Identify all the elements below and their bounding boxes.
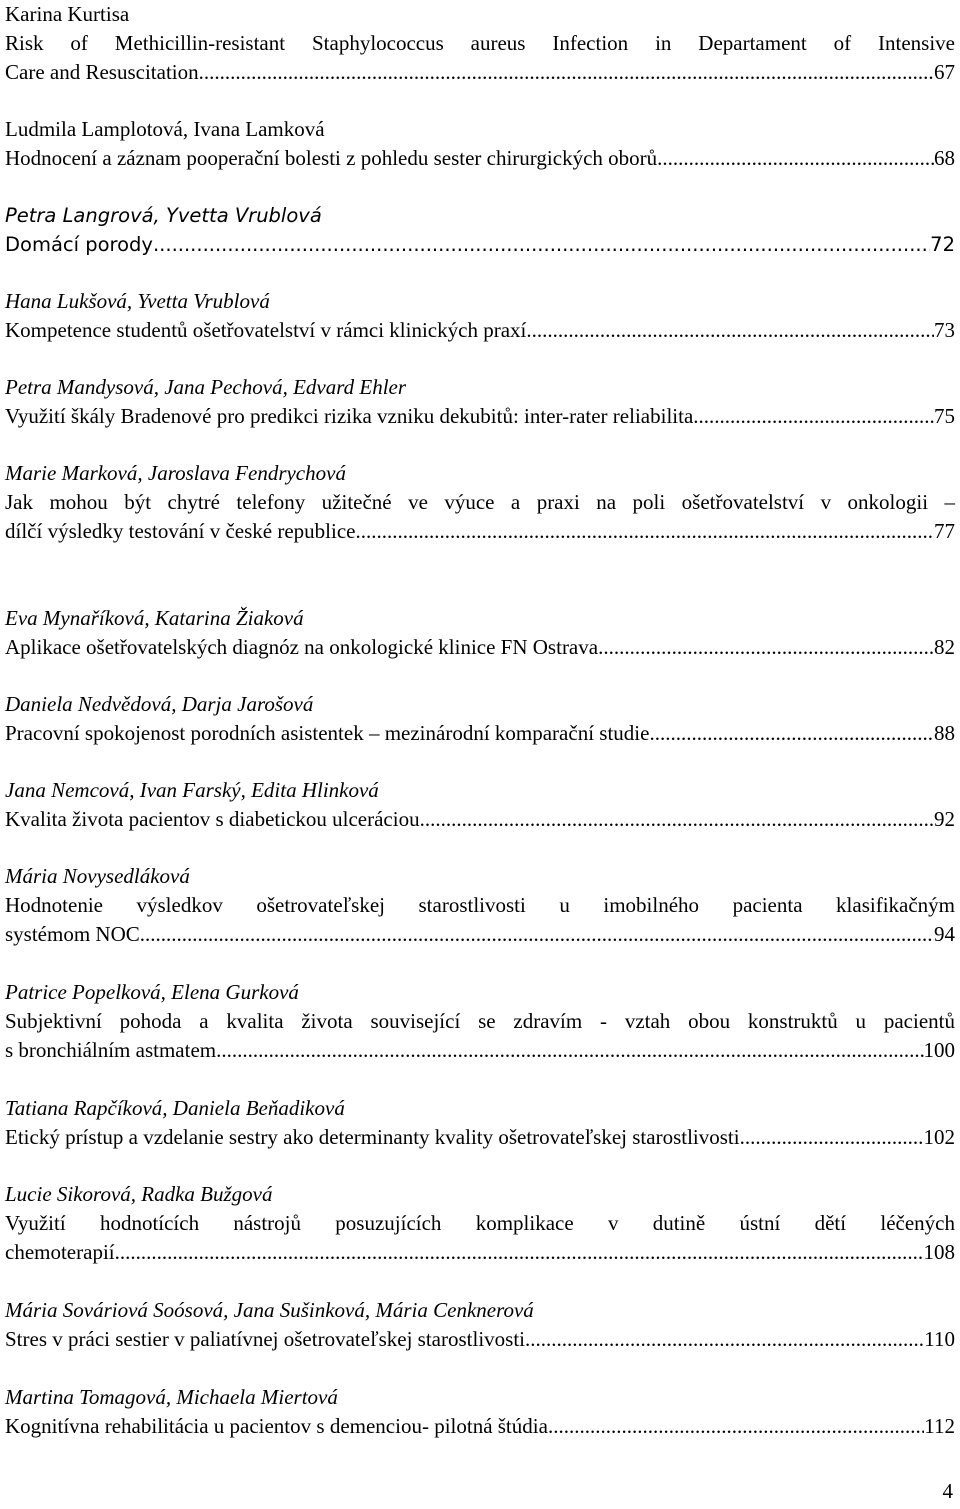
toc-entry-page: 94 xyxy=(934,922,955,946)
toc-entry-page: 75 xyxy=(934,404,955,428)
toc-entry-page: 110 xyxy=(924,1327,955,1351)
toc-entry-title-line xyxy=(5,719,955,748)
toc-entry-authors: Patrice Popelková, Elena Gurková xyxy=(5,980,299,1004)
dot-leader xyxy=(115,1238,924,1267)
dot-leader xyxy=(199,58,934,87)
toc-entry xyxy=(5,1180,955,1267)
toc-entry-title: Využití škály Bradenové pro predikci rizika vzniku dekubitů: inter-rater reliabilita xyxy=(5,404,694,428)
toc-entry-title-line: Risk of Methicillin-resistant Staphylococcus aureus Infection in Departament of Intensive xyxy=(5,31,955,55)
toc-entry-title-line xyxy=(5,402,955,431)
dot-leader xyxy=(216,1036,923,1065)
toc-entry-page: 100 xyxy=(923,1038,955,1062)
toc-entry xyxy=(5,0,955,87)
toc-entry-page: 68 xyxy=(934,146,955,170)
toc-entry-page: 73 xyxy=(934,318,955,342)
toc-entry-title: Care and Resuscitation xyxy=(5,60,199,84)
toc-entry-title: Kompetence studentů ošetřovatelství v rámci klinických praxí xyxy=(5,318,527,342)
toc-entry xyxy=(5,287,955,345)
dot-leader xyxy=(525,1325,924,1354)
toc-entry-authors: Ludmila Lamplotová, Ivana Lamková xyxy=(5,117,325,141)
toc-entry-authors: Martina Tomagová, Michaela Miertová xyxy=(5,1385,338,1409)
dot-leader xyxy=(693,402,934,431)
toc-entry xyxy=(5,776,955,834)
toc-entry xyxy=(5,201,955,259)
toc-entry-title-line xyxy=(5,1325,955,1354)
toc-entry-page: 92 xyxy=(934,807,955,831)
toc-entry xyxy=(5,690,955,748)
toc-entry-title: Aplikace ošetřovatelských diagnóz na onkologické klinice FN Ostrava xyxy=(5,635,599,659)
toc-entry-title-line xyxy=(5,805,955,834)
toc-entry-title-line: Jak mohou být chytré telefony užitečné ve výuce a praxi na poli ošetřovatelství v onkologii – xyxy=(5,490,955,514)
toc-entry-title-line: Hodnotenie výsledkov ošetrovateľskej starostlivosti u imobilného pacienta klasifikačným xyxy=(5,893,955,917)
dot-leader xyxy=(740,1123,924,1152)
toc-entry xyxy=(5,459,955,546)
toc-entry-authors: Eva Mynaříková, Katarina Žiaková xyxy=(5,606,304,630)
toc-entry-authors: Daniela Nedvědová, Darja Jarošová xyxy=(5,692,314,716)
toc-entry xyxy=(5,1296,955,1354)
toc-entry-title-line xyxy=(5,1036,955,1065)
toc-entry-page: 102 xyxy=(923,1125,955,1149)
toc-entry-title-line xyxy=(5,633,955,662)
toc-entry xyxy=(5,373,955,431)
dot-leader xyxy=(140,920,934,949)
toc-entry-title: systémom NOC xyxy=(5,922,140,946)
dot-leader xyxy=(548,1412,924,1441)
toc-entry xyxy=(5,115,955,173)
dot-leader xyxy=(526,316,934,345)
dot-leader xyxy=(598,633,934,662)
toc-entry-page: 88 xyxy=(934,721,955,745)
toc-entry-title-line: Využití hodnotících nástrojů posuzujících komplikace v dutině ústní dětí léčených xyxy=(5,1211,955,1235)
dot-leader xyxy=(355,517,934,546)
toc-entry-title-line xyxy=(5,1412,955,1441)
toc-entry-authors: Tatiana Rapčíková, Daniela Beňadiková xyxy=(5,1096,345,1120)
toc-entry xyxy=(5,862,955,949)
toc-entry-title: dílčí výsledky testování v české republice xyxy=(5,519,356,543)
toc-entry-page: 77 xyxy=(934,519,955,543)
toc-entry-title-line xyxy=(5,1238,955,1267)
toc-entry-authors: Hana Lukšová, Yvetta Vrublová xyxy=(5,289,270,313)
toc-entry-authors: Marie Marková, Jaroslava Fendrychová xyxy=(5,461,346,485)
toc-entry-title: Stres v práci sestier v paliatívnej ošetrovateľskej starostlivosti xyxy=(5,1327,525,1351)
toc-entry-title-line: Subjektivní pohoda a kvalita života související se zdravím - vztah obou konstruktů u pacientů xyxy=(5,1009,955,1033)
toc-entry xyxy=(5,978,955,1065)
toc-entry-title-line xyxy=(5,230,955,259)
toc-entry-title-line xyxy=(5,1123,955,1152)
toc-entry xyxy=(5,1094,955,1152)
toc-entry-title: Kognitívna rehabilitácia u pacientov s demenciou- pilotná štúdia xyxy=(5,1414,548,1438)
dot-leader xyxy=(153,230,930,259)
toc-entry-authors: Karina Kurtisa xyxy=(5,2,130,26)
toc-entry-authors: Mária Sováriová Soósová, Jana Sušinková, Mária Cenknerová xyxy=(5,1298,534,1322)
toc-entry-page: 67 xyxy=(934,60,955,84)
toc-entry-title: Kvalita života pacientov s diabetickou ulceráciou xyxy=(5,807,420,831)
toc-entry-authors: Petra Mandysová, Jana Pechová, Edvard Ehler xyxy=(5,375,407,399)
page-number: 4 xyxy=(942,1479,953,1503)
toc-entry-title: Pracovní spokojenost porodních asistentek – mezinárodní komparační studie xyxy=(5,721,650,745)
toc-entry-title: Etický prístup a vzdelanie sestry ako determinanty kvality ošetrovateľskej starostlivosti xyxy=(5,1125,740,1149)
toc-entry-title: Domácí porody xyxy=(5,233,153,256)
toc-entry-title-line xyxy=(5,920,955,949)
toc-entry-title: s bronchiálním astmatem xyxy=(5,1038,217,1062)
dot-leader xyxy=(649,719,934,748)
toc-entry-title-line xyxy=(5,144,955,173)
dot-leader xyxy=(420,805,934,834)
toc-entry-title-line xyxy=(5,517,955,546)
toc-entry-authors: Jana Nemcová, Ivan Farský, Edita Hlinková xyxy=(5,778,379,802)
toc-entry-title: Hodnocení a záznam pooperační bolesti z pohledu sester chirurgických oborů xyxy=(5,146,658,170)
toc-entry-page: 72 xyxy=(930,233,955,256)
toc-entry xyxy=(5,1383,955,1441)
toc-entry-title: chemoterapií xyxy=(5,1240,115,1264)
toc-entry-authors: Mária Novysedláková xyxy=(5,864,190,888)
toc-entry-title-line xyxy=(5,316,955,345)
toc-entry-authors: Lucie Sikorová, Radka Bužgová xyxy=(5,1182,273,1206)
toc-entry-page: 82 xyxy=(934,635,955,659)
toc-entry xyxy=(5,604,955,662)
toc-entry-authors: Petra Langrová, Yvetta Vrublová xyxy=(5,204,322,227)
dot-leader xyxy=(657,144,934,173)
toc-entry-title-line xyxy=(5,58,955,87)
toc-entry-page: 108 xyxy=(923,1240,955,1264)
toc-entry-page: 112 xyxy=(924,1414,955,1438)
